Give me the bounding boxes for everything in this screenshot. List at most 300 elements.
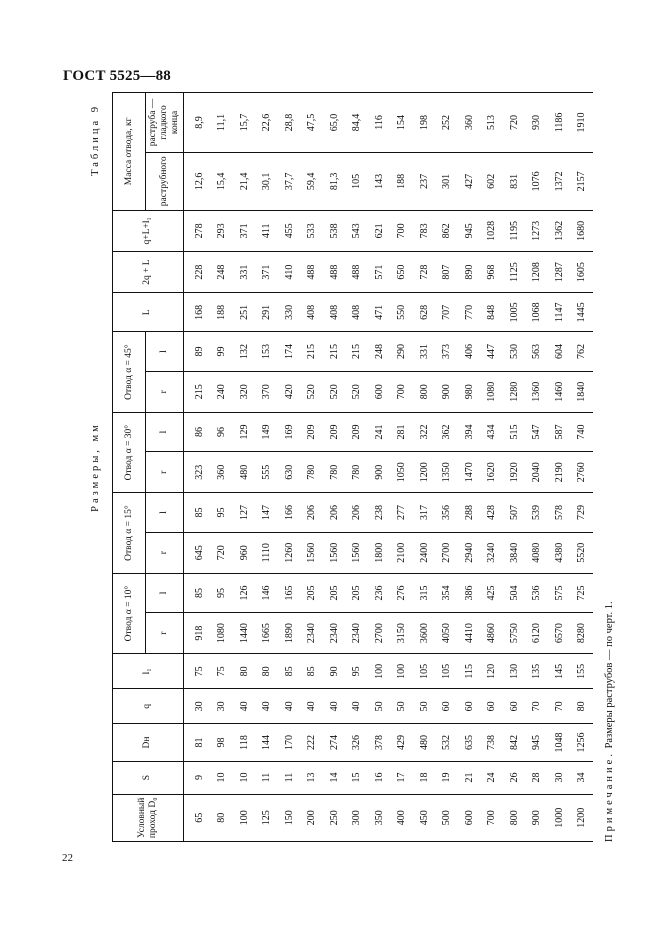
table-cell: 100 bbox=[368, 654, 391, 689]
table-cell: 317 bbox=[413, 493, 436, 532]
table-cell: 450 bbox=[413, 794, 436, 841]
table-cell: 100 bbox=[233, 794, 256, 841]
table-cell: 86 bbox=[183, 412, 210, 451]
table-cell: 1360 bbox=[525, 371, 548, 412]
table-cell: 918 bbox=[183, 613, 210, 654]
table-cell: 206 bbox=[300, 493, 323, 532]
table-cell: 205 bbox=[345, 573, 368, 612]
table-cell: 47,5 bbox=[300, 93, 323, 153]
table-cell: 21 bbox=[458, 761, 481, 794]
table-cell: 238 bbox=[368, 493, 391, 532]
table-cell: 1350 bbox=[435, 452, 458, 493]
table-cell: 447 bbox=[480, 332, 503, 371]
table-cell: 408 bbox=[300, 293, 323, 332]
table-cell: 326 bbox=[345, 724, 368, 761]
table-cell: 600 bbox=[458, 794, 481, 841]
table-cell: 147 bbox=[255, 493, 278, 532]
table-cell: 80 bbox=[210, 794, 233, 841]
table-cell: 96 bbox=[210, 412, 233, 451]
table-cell: 930 bbox=[525, 93, 548, 153]
table-cell: 60 bbox=[503, 689, 526, 724]
table-cell: 515 bbox=[503, 412, 526, 451]
table-cell: 237 bbox=[413, 152, 436, 210]
header-dn: Dн bbox=[113, 724, 184, 761]
table-cell: 480 bbox=[233, 452, 256, 493]
table-row bbox=[255, 93, 278, 842]
table-cell: 130 bbox=[503, 654, 526, 689]
table-cell: 2340 bbox=[345, 613, 368, 654]
table-cell: 621 bbox=[368, 210, 391, 251]
table-cell: 205 bbox=[323, 573, 346, 612]
table-cell: 15,7 bbox=[233, 93, 256, 153]
table-cell: 471 bbox=[368, 293, 391, 332]
table-cell: 40 bbox=[345, 689, 368, 724]
table-cell: 630 bbox=[278, 452, 301, 493]
table-cell: 24 bbox=[480, 761, 503, 794]
table-cell: 105 bbox=[413, 654, 436, 689]
table-cell: 900 bbox=[368, 452, 391, 493]
table-cell: 322 bbox=[413, 412, 436, 451]
table-cell: 81 bbox=[183, 724, 210, 761]
table-cell: 1800 bbox=[368, 532, 391, 573]
table-note bbox=[604, 601, 615, 842]
table-cell: 725 bbox=[570, 573, 593, 612]
header-r-15: r bbox=[146, 532, 184, 573]
table-cell: 500 bbox=[435, 794, 458, 841]
table-label: Таблица 9 bbox=[90, 104, 101, 176]
table-cell: 543 bbox=[345, 210, 368, 251]
table-cell: 1000 bbox=[548, 794, 571, 841]
table-cell: 59,4 bbox=[300, 152, 323, 210]
table-cell: 1560 bbox=[300, 532, 323, 573]
table-cell: 1362 bbox=[548, 210, 571, 251]
table-cell: 250 bbox=[323, 794, 346, 841]
table-cell: 783 bbox=[413, 210, 436, 251]
table-cell: 408 bbox=[345, 293, 368, 332]
table-cell: 1186 bbox=[548, 93, 571, 153]
table-cell: 635 bbox=[458, 724, 481, 761]
table-cell: 900 bbox=[525, 794, 548, 841]
table-cell: 848 bbox=[480, 293, 503, 332]
table-cell: 1208 bbox=[525, 251, 548, 292]
header-dy: Условный проход D₀ bbox=[113, 794, 184, 841]
table-cell: 89 bbox=[183, 332, 210, 371]
table-cell: 16 bbox=[368, 761, 391, 794]
table-cell: 4410 bbox=[458, 613, 481, 654]
table-cell: 188 bbox=[210, 293, 233, 332]
table-cell: 400 bbox=[390, 794, 413, 841]
table-cell: 146 bbox=[255, 573, 278, 612]
table-cell: 428 bbox=[480, 493, 503, 532]
table-cell: 105 bbox=[435, 654, 458, 689]
table-cell: 960 bbox=[233, 532, 256, 573]
table-cell: 149 bbox=[255, 412, 278, 451]
table-cell: 315 bbox=[413, 573, 436, 612]
table-cell: 169 bbox=[278, 412, 301, 451]
table-cell: 650 bbox=[390, 251, 413, 292]
table-cell: 1560 bbox=[323, 532, 346, 573]
table-cell: 394 bbox=[458, 412, 481, 451]
table-cell: 1665 bbox=[255, 613, 278, 654]
table-cell: 4080 bbox=[525, 532, 548, 573]
table-cell: 520 bbox=[323, 371, 346, 412]
table-cell: 10 bbox=[233, 761, 256, 794]
table-cell: 2700 bbox=[368, 613, 391, 654]
table-cell: 628 bbox=[413, 293, 436, 332]
table-cell: 350 bbox=[368, 794, 391, 841]
table-row bbox=[503, 93, 526, 842]
table-cell: 17 bbox=[390, 761, 413, 794]
table-cell: 200 bbox=[300, 794, 323, 841]
table-cell: 410 bbox=[278, 251, 301, 292]
table-cell: 248 bbox=[368, 332, 391, 371]
table-cell: 100 bbox=[390, 654, 413, 689]
table-cell: 2340 bbox=[323, 613, 346, 654]
table-cell: 11,1 bbox=[210, 93, 233, 153]
table-cell: 28 bbox=[525, 761, 548, 794]
table-cell: 354 bbox=[435, 573, 458, 612]
header-bend-10: Отвод α = 10° bbox=[113, 573, 146, 653]
table-cell: 70 bbox=[548, 689, 571, 724]
table-row bbox=[278, 93, 301, 842]
table-cell: 945 bbox=[458, 210, 481, 251]
header-mass-socket: раструбного bbox=[146, 152, 184, 210]
table-cell: 408 bbox=[323, 293, 346, 332]
table-cell: 90 bbox=[323, 654, 346, 689]
table-cell: 700 bbox=[390, 210, 413, 251]
table-cell: 968 bbox=[480, 251, 503, 292]
table-cell: 10 bbox=[210, 761, 233, 794]
table-cell: 84,4 bbox=[345, 93, 368, 153]
header-2q-L: 2q + L bbox=[113, 251, 184, 292]
table-cell: 95 bbox=[210, 493, 233, 532]
table-cell: 40 bbox=[233, 689, 256, 724]
table-cell: 50 bbox=[413, 689, 436, 724]
table-cell: 563 bbox=[525, 332, 548, 371]
table-cell: 980 bbox=[458, 371, 481, 412]
table-cell: 1890 bbox=[278, 613, 301, 654]
table-cell: 168 bbox=[183, 293, 210, 332]
table-cell: 80 bbox=[233, 654, 256, 689]
table-cell: 900 bbox=[435, 371, 458, 412]
table-cell: 127 bbox=[233, 493, 256, 532]
table-cell: 945 bbox=[525, 724, 548, 761]
table-cell: 575 bbox=[548, 573, 571, 612]
table-cell: 1256 bbox=[570, 724, 593, 761]
table-cell: 360 bbox=[210, 452, 233, 493]
table-cell: 166 bbox=[278, 493, 301, 532]
table-cell: 5750 bbox=[503, 613, 526, 654]
table-cell: 1273 bbox=[525, 210, 548, 251]
table-cell: 4050 bbox=[435, 613, 458, 654]
table-cell: 30,1 bbox=[255, 152, 278, 210]
table-cell: 1050 bbox=[390, 452, 413, 493]
table-cell: 2157 bbox=[570, 152, 593, 210]
table-cell: 411 bbox=[255, 210, 278, 251]
table-cell: 153 bbox=[255, 332, 278, 371]
table-cell: 331 bbox=[413, 332, 436, 371]
table-cell: 555 bbox=[255, 452, 278, 493]
table-cell: 800 bbox=[503, 794, 526, 841]
table-cell: 1080 bbox=[210, 613, 233, 654]
table-cell: 276 bbox=[390, 573, 413, 612]
table-cell: 65,0 bbox=[323, 93, 346, 153]
table-cell: 65 bbox=[183, 794, 210, 841]
table-cell: 34 bbox=[570, 761, 593, 794]
table-cell: 290 bbox=[390, 332, 413, 371]
table-cell: 320 bbox=[233, 371, 256, 412]
table-cell: 118 bbox=[233, 724, 256, 761]
dimensions-table bbox=[112, 92, 593, 842]
table-cell: 60 bbox=[458, 689, 481, 724]
table-cell: 331 bbox=[233, 251, 256, 292]
table-cell: 780 bbox=[323, 452, 346, 493]
table-cell: 571 bbox=[368, 251, 391, 292]
header-bend-15: Отвод α = 15° bbox=[113, 493, 146, 573]
table-cell: 1840 bbox=[570, 371, 593, 412]
table-cell: 770 bbox=[458, 293, 481, 332]
header-l-30: l bbox=[146, 412, 184, 451]
table-cell: 281 bbox=[390, 412, 413, 451]
table-cell: 15 bbox=[345, 761, 368, 794]
table-cell: 116 bbox=[368, 93, 391, 153]
table-cell: 2700 bbox=[435, 532, 458, 573]
table-cell: 378 bbox=[368, 724, 391, 761]
table-cell: 215 bbox=[345, 332, 368, 371]
table-cell: 115 bbox=[458, 654, 481, 689]
table-cell: 373 bbox=[435, 332, 458, 371]
table-cell: 277 bbox=[390, 493, 413, 532]
table-cell: 1440 bbox=[233, 613, 256, 654]
table-cell: 488 bbox=[323, 251, 346, 292]
header-q: q bbox=[113, 689, 184, 724]
table-cell: 740 bbox=[570, 412, 593, 451]
table-cell: 386 bbox=[458, 573, 481, 612]
table-cell: 370 bbox=[255, 371, 278, 412]
table-row bbox=[548, 93, 571, 842]
table-cell: 6120 bbox=[525, 613, 548, 654]
table-cell: 1287 bbox=[548, 251, 571, 292]
table-cell: 371 bbox=[255, 251, 278, 292]
table-cell: 222 bbox=[300, 724, 323, 761]
table-cell: 135 bbox=[525, 654, 548, 689]
table-cell: 842 bbox=[503, 724, 526, 761]
table-cell: 330 bbox=[278, 293, 301, 332]
table-cell: 11 bbox=[278, 761, 301, 794]
table-cell: 13 bbox=[300, 761, 323, 794]
table-cell: 2100 bbox=[390, 532, 413, 573]
header-r-45: r bbox=[146, 371, 184, 412]
table-cell: 248 bbox=[210, 251, 233, 292]
table-cell: 30 bbox=[210, 689, 233, 724]
table-cell: 1068 bbox=[525, 293, 548, 332]
table-cell: 1260 bbox=[278, 532, 301, 573]
document-header: ГОСТ 5525—88 bbox=[63, 68, 172, 84]
table-cell: 738 bbox=[480, 724, 503, 761]
header-l-15: l bbox=[146, 493, 184, 532]
table-cell: 1460 bbox=[548, 371, 571, 412]
table-cell: 80 bbox=[255, 654, 278, 689]
table-cell: 890 bbox=[458, 251, 481, 292]
table-cell: 30 bbox=[183, 689, 210, 724]
table-cell: 1080 bbox=[480, 371, 503, 412]
table-cell: 215 bbox=[300, 332, 323, 371]
table-cell: 85 bbox=[278, 654, 301, 689]
table-cell: 132 bbox=[233, 332, 256, 371]
table-cell: 406 bbox=[458, 332, 481, 371]
table-cell: 70 bbox=[525, 689, 548, 724]
table-cell: 215 bbox=[183, 371, 210, 412]
table-cell: 40 bbox=[300, 689, 323, 724]
table-cell: 3240 bbox=[480, 532, 503, 573]
header-r-30: r bbox=[146, 452, 184, 493]
table-caption: Размеры, мм bbox=[90, 422, 101, 512]
header-q-L-l1: q+L+l₁ bbox=[113, 210, 184, 251]
table-cell: 60 bbox=[435, 689, 458, 724]
table-cell: 19 bbox=[435, 761, 458, 794]
table-cell: 126 bbox=[233, 573, 256, 612]
table-cell: 205 bbox=[300, 573, 323, 612]
table-cell: 371 bbox=[233, 210, 256, 251]
table-cell: 1076 bbox=[525, 152, 548, 210]
table-cell: 427 bbox=[458, 152, 481, 210]
table-cell: 1620 bbox=[480, 452, 503, 493]
table-cell: 300 bbox=[345, 794, 368, 841]
table-cell: 600 bbox=[368, 371, 391, 412]
table-cell: 206 bbox=[323, 493, 346, 532]
table-cell: 274 bbox=[323, 724, 346, 761]
table-cell: 60 bbox=[480, 689, 503, 724]
table-cell: 301 bbox=[435, 152, 458, 210]
table-cell: 1445 bbox=[570, 293, 593, 332]
table-cell: 251 bbox=[233, 293, 256, 332]
note-text: Размеры раструбов — по черт. 1. bbox=[604, 601, 615, 752]
table-row bbox=[570, 93, 593, 842]
table-row bbox=[525, 93, 548, 842]
table-cell: 362 bbox=[435, 412, 458, 451]
table-cell: 75 bbox=[183, 654, 210, 689]
table-cell: 602 bbox=[480, 152, 503, 210]
table-cell: 293 bbox=[210, 210, 233, 251]
table-cell: 21,4 bbox=[233, 152, 256, 210]
table-cell: 550 bbox=[390, 293, 413, 332]
table-cell: 9 bbox=[183, 761, 210, 794]
table-cell: 12,6 bbox=[183, 152, 210, 210]
table-row bbox=[345, 93, 368, 842]
table-cell: 507 bbox=[503, 493, 526, 532]
table-cell: 513 bbox=[480, 93, 503, 153]
table-cell: 532 bbox=[435, 724, 458, 761]
table-cell: 1605 bbox=[570, 251, 593, 292]
table-cell: 728 bbox=[413, 251, 436, 292]
table-cell: 429 bbox=[390, 724, 413, 761]
table-cell: 578 bbox=[548, 493, 571, 532]
table-cell: 862 bbox=[435, 210, 458, 251]
table-cell: 700 bbox=[390, 371, 413, 412]
table-cell: 604 bbox=[548, 332, 571, 371]
table-cell: 209 bbox=[323, 412, 346, 451]
table-row bbox=[480, 93, 503, 842]
table-row bbox=[413, 93, 436, 842]
table-cell: 1195 bbox=[503, 210, 526, 251]
table-body bbox=[183, 93, 593, 842]
table-cell: 4860 bbox=[480, 613, 503, 654]
header-bend-30: Отвод α = 30° bbox=[113, 412, 146, 492]
table-cell: 1048 bbox=[548, 724, 571, 761]
table-cell: 18 bbox=[413, 761, 436, 794]
table-cell: 1200 bbox=[570, 794, 593, 841]
header-l1: l₁ bbox=[113, 654, 184, 689]
table-cell: 99 bbox=[210, 332, 233, 371]
table-cell: 1200 bbox=[413, 452, 436, 493]
table-cell: 3600 bbox=[413, 613, 436, 654]
table-cell: 488 bbox=[345, 251, 368, 292]
table-cell: 2760 bbox=[570, 452, 593, 493]
table-cell: 2400 bbox=[413, 532, 436, 573]
table-cell: 831 bbox=[503, 152, 526, 210]
table-cell: 240 bbox=[210, 371, 233, 412]
header-l-10: l bbox=[146, 573, 184, 612]
table-cell: 144 bbox=[255, 724, 278, 761]
table-cell: 800 bbox=[413, 371, 436, 412]
table-cell: 720 bbox=[503, 93, 526, 153]
table-cell: 530 bbox=[503, 332, 526, 371]
table-cell: 209 bbox=[345, 412, 368, 451]
table-row bbox=[210, 93, 233, 842]
table-cell: 120 bbox=[480, 654, 503, 689]
table-cell: 2190 bbox=[548, 452, 571, 493]
table-cell: 3150 bbox=[390, 613, 413, 654]
table-cell: 762 bbox=[570, 332, 593, 371]
note-prefix: Примечание. bbox=[604, 751, 615, 842]
header-mass-socket-spigot: раструба — гладкого конца bbox=[146, 93, 184, 153]
table-cell: 252 bbox=[435, 93, 458, 153]
table-cell: 14 bbox=[323, 761, 346, 794]
table-row bbox=[300, 93, 323, 842]
table-cell: 700 bbox=[480, 794, 503, 841]
table-row bbox=[323, 93, 346, 842]
table-cell: 154 bbox=[390, 93, 413, 153]
table-cell: 1280 bbox=[503, 371, 526, 412]
table-cell: 50 bbox=[390, 689, 413, 724]
table-cell: 1680 bbox=[570, 210, 593, 251]
table-cell: 1920 bbox=[503, 452, 526, 493]
table-cell: 8,9 bbox=[183, 93, 210, 153]
table-cell: 504 bbox=[503, 573, 526, 612]
table-cell: 40 bbox=[323, 689, 346, 724]
table-row bbox=[183, 93, 210, 842]
table-cell: 356 bbox=[435, 493, 458, 532]
table-cell: 30 bbox=[548, 761, 571, 794]
table-cell: 129 bbox=[233, 412, 256, 451]
table-cell: 1125 bbox=[503, 251, 526, 292]
table-cell: 28,8 bbox=[278, 93, 301, 153]
table-cell: 75 bbox=[210, 654, 233, 689]
table-cell: 360 bbox=[458, 93, 481, 153]
table-cell: 720 bbox=[210, 532, 233, 573]
table-cell: 323 bbox=[183, 452, 210, 493]
table-cell: 85 bbox=[183, 493, 210, 532]
table-cell: 807 bbox=[435, 251, 458, 292]
table-cell: 1560 bbox=[345, 532, 368, 573]
table-cell: 707 bbox=[435, 293, 458, 332]
table-cell: 209 bbox=[300, 412, 323, 451]
table-cell: 22,6 bbox=[255, 93, 278, 153]
table-cell: 125 bbox=[255, 794, 278, 841]
table-cell: 188 bbox=[390, 152, 413, 210]
table-cell: 236 bbox=[368, 573, 391, 612]
table-cell: 533 bbox=[300, 210, 323, 251]
